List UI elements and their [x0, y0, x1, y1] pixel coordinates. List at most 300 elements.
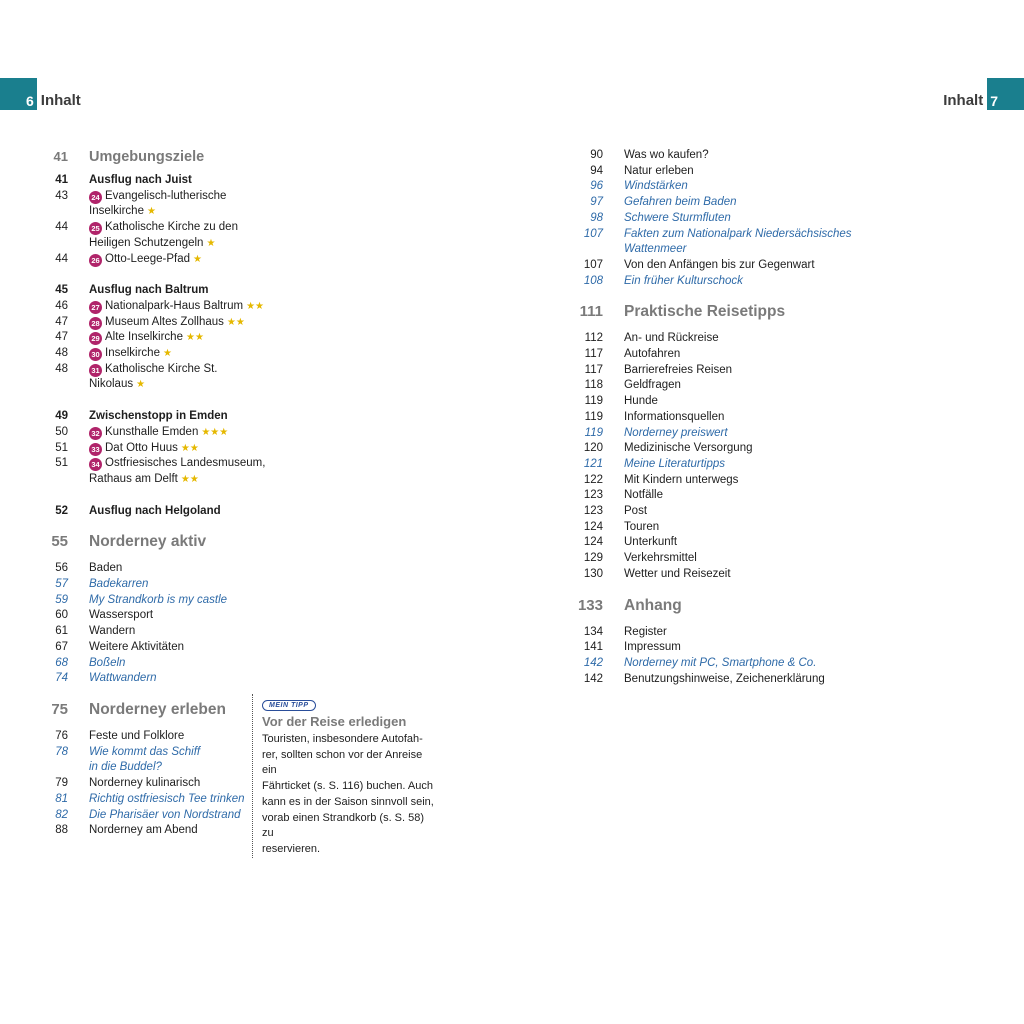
entry-text — [89, 441, 270, 457]
entry-page-number: 108 — [583, 274, 603, 287]
entry-page-number: 82 — [55, 808, 68, 821]
page-number-right: 7 — [987, 78, 1024, 110]
entry-label: Post — [624, 505, 648, 518]
entry-label: Kunsthalle Emden — [105, 425, 199, 438]
entry-label: Wandern — [89, 625, 136, 638]
entry-page-number: 117 — [584, 348, 603, 361]
toc-entry — [40, 299, 270, 315]
entry-label: Evangelisch-lutherische — [105, 189, 227, 202]
entry-text — [89, 624, 270, 640]
entry-label: Hunde — [624, 395, 658, 408]
entry-label: Ausflug nach Juist — [89, 174, 192, 186]
entry-page-number: 129 — [583, 552, 603, 565]
section-title: Norderney aktiv — [89, 533, 207, 551]
entry-text — [624, 394, 915, 410]
entry-text — [89, 236, 270, 252]
tip-line: kann es in der Saison sinnvoll sein, — [262, 795, 434, 808]
entry-label: Die Pharisäer von Nordstrand — [89, 808, 241, 821]
star-rating: ★ — [146, 206, 156, 218]
entry-page-number: 68 — [55, 656, 68, 669]
toc-entry — [575, 441, 915, 457]
entry-page-number: 121 — [583, 457, 603, 470]
page-number-left: 6 — [0, 78, 37, 110]
section-title: Umgebungsziele — [89, 149, 205, 165]
toc-entry — [575, 535, 915, 551]
entry-label: Windstärken — [624, 180, 688, 193]
entry-page-number: 96 — [590, 180, 603, 193]
entry-page-number: 123 — [583, 489, 603, 502]
section-page-number: 111 — [579, 303, 603, 321]
entry-page-number-empty — [40, 236, 89, 252]
entry-label: Impressum — [624, 641, 681, 654]
entry-page-number: 57 — [55, 578, 68, 591]
poi-number-badge: 26 — [89, 254, 102, 267]
entry-label: Norderney kulinarisch — [89, 777, 201, 790]
star-rating: ★★★ — [201, 426, 229, 438]
entry-page-number: 123 — [583, 505, 603, 518]
star-rating: ★ — [193, 253, 202, 265]
toc-entry — [40, 745, 270, 761]
entry-page-number: 44 — [55, 252, 68, 265]
entry-label: Norderney mit PC, Smartphone & Co. — [624, 656, 817, 669]
toc-entry — [575, 331, 915, 347]
section-heading — [40, 701, 270, 719]
entry-page-number: 130 — [583, 567, 603, 580]
entry-text — [624, 258, 915, 274]
toc-entry — [575, 195, 915, 211]
spacer — [40, 393, 270, 409]
toc-entry — [40, 577, 270, 593]
section-page-number: 55 — [51, 533, 68, 551]
entry-text — [89, 593, 270, 609]
toc-entry — [40, 425, 270, 441]
toc-entry — [575, 473, 915, 489]
entry-text — [624, 567, 915, 583]
mein-tipp-logo: MEIN TIPP — [262, 700, 316, 711]
tip-line: vorab einen Strandkorb (s. S. 58) zu — [262, 811, 425, 840]
entry-text — [624, 363, 915, 379]
entry-page-number: 60 — [55, 609, 68, 622]
toc-entry — [575, 567, 915, 583]
section-heading — [575, 303, 915, 321]
entry-page-number: 107 — [583, 258, 603, 271]
entry-text — [89, 220, 270, 236]
entry-text — [89, 504, 270, 520]
toc-entry — [40, 504, 270, 520]
entry-label: Dat Otto Huus — [105, 441, 178, 454]
entry-label: Mit Kindern unterwegs — [624, 473, 739, 486]
star-rating: ★ — [206, 237, 216, 249]
toc-entry — [575, 520, 915, 536]
entry-label: Meine Literaturtipps — [624, 457, 725, 470]
entry-page-number: 119 — [584, 410, 603, 423]
entry-label: Boßeln — [89, 656, 126, 669]
entry-label: Alte Inselkirche — [105, 331, 183, 344]
spacer — [40, 488, 270, 504]
entry-label: My Strandkorb is my castle — [89, 593, 228, 606]
entry-label: Inselkirche — [105, 347, 160, 360]
tip-line: Fährticket (s. S. 116) buchen. Auch — [262, 780, 433, 793]
toc-entry — [40, 656, 270, 672]
entry-label: Richtig ostfriesisch Tee trinken — [89, 792, 245, 805]
poi-number-badge: 31 — [89, 364, 102, 377]
entry-label: Feste und Folklore — [89, 729, 185, 742]
toc-entry-continuation — [40, 472, 270, 488]
entry-label: Norderney preiswert — [624, 426, 728, 439]
toc-entry-continuation — [40, 204, 270, 220]
entry-label: Katholische Kirche zu den — [105, 221, 238, 234]
entry-label: Badekarren — [89, 578, 149, 591]
entry-text — [624, 656, 915, 672]
entry-text — [89, 745, 270, 761]
entry-text — [624, 672, 915, 688]
entry-text — [89, 362, 270, 393]
entry-text — [624, 164, 915, 180]
entry-page-number: 76 — [55, 729, 68, 742]
toc-entry — [575, 640, 915, 656]
entry-page-number: 43 — [55, 189, 68, 202]
poi-number-badge: 30 — [89, 348, 102, 361]
entry-page-number: 52 — [55, 504, 68, 517]
entry-page-number: 44 — [55, 221, 68, 234]
toc-entry — [40, 608, 270, 624]
entry-label: Heiligen Schutzengeln — [89, 236, 204, 249]
entry-label: Notfälle — [624, 489, 663, 502]
entry-text — [624, 274, 915, 290]
section-heading — [40, 533, 270, 551]
entry-label: Schwere Sturmfluten — [624, 211, 731, 224]
entry-text — [89, 299, 270, 315]
toc-entry — [575, 488, 915, 504]
entry-label: Otto-Leege-Pfad — [105, 252, 191, 265]
entry-page-number: 122 — [583, 473, 603, 486]
toc-entry — [575, 672, 915, 688]
entry-text — [89, 456, 270, 472]
entry-label: Norderney am Abend — [89, 824, 198, 837]
entry-label: Unterkunft — [624, 536, 678, 549]
entry-page-number: 141 — [583, 641, 603, 654]
entry-text — [89, 577, 270, 593]
entry-text — [624, 426, 915, 442]
entry-text — [624, 179, 915, 195]
toc-entry — [575, 164, 915, 180]
toc-entry — [40, 640, 270, 656]
entry-label: Benutzungshinweise, Zeichenerklärung — [624, 672, 825, 685]
entry-text — [624, 195, 915, 211]
toc-right-column — [575, 148, 915, 687]
entry-label: Museum Altes Zollhaus — [105, 315, 224, 328]
poi-number-badge: 27 — [89, 301, 102, 314]
entry-page-number: 41 — [55, 174, 68, 186]
entry-label: Fakten zum Nationalpark Niedersächsisches Wattenmeer — [624, 227, 852, 256]
poi-number-badge: 33 — [89, 443, 102, 456]
entry-page-number: 79 — [55, 777, 68, 790]
poi-number-badge: 24 — [89, 191, 102, 204]
toc-entry — [40, 315, 270, 331]
entry-page-number: 120 — [583, 442, 603, 455]
entry-page-number: 59 — [55, 593, 68, 606]
toc-entry — [40, 346, 270, 362]
toc-entry-continuation — [40, 236, 270, 252]
entry-text — [89, 640, 270, 656]
entry-text — [624, 625, 915, 641]
entry-page-number: 119 — [584, 395, 603, 408]
toc-entry — [40, 671, 270, 687]
toc-entry — [40, 776, 270, 792]
entry-page-number: 51 — [55, 441, 68, 454]
toc-entry — [40, 362, 270, 393]
entry-text — [89, 608, 270, 624]
entry-page-number: 97 — [590, 196, 603, 209]
entry-page-number: 48 — [55, 347, 68, 360]
entry-page-number-empty — [40, 472, 89, 488]
entry-page-number: 107 — [583, 227, 603, 240]
entry-text — [89, 656, 270, 672]
star-rating: ★★ — [226, 316, 245, 328]
entry-text — [89, 173, 270, 189]
star-rating: ★★ — [180, 473, 199, 485]
entry-label: Verkehrsmittel — [624, 552, 697, 565]
entry-text — [89, 315, 270, 331]
entry-page-number: 45 — [55, 284, 68, 297]
entry-page-number: 49 — [55, 410, 68, 423]
entry-label: Was wo kaufen? — [624, 149, 709, 161]
entry-text — [89, 776, 270, 792]
entry-page-number-empty — [40, 204, 89, 220]
entry-page-number: 124 — [583, 520, 603, 533]
section-heading — [575, 597, 915, 615]
toc-entry — [575, 457, 915, 473]
entry-text — [624, 331, 915, 347]
toc-entry — [575, 179, 915, 195]
toc-entry — [40, 441, 270, 457]
entry-text — [89, 252, 270, 268]
entry-text — [624, 410, 915, 426]
entry-text — [89, 561, 270, 577]
star-rating: ★★ — [246, 300, 264, 312]
toc-entry — [40, 823, 270, 839]
star-rating: ★ — [136, 379, 146, 391]
toc-entry — [575, 347, 915, 363]
entry-page-number: 81 — [55, 792, 68, 805]
tip-box — [252, 694, 437, 858]
entry-page-number: 47 — [55, 315, 68, 328]
entry-label: Register — [624, 625, 667, 638]
section-page-number: 75 — [51, 700, 68, 718]
entry-page-number: 112 — [584, 332, 603, 345]
toc-entry — [575, 551, 915, 567]
entry-page-number: 117 — [584, 363, 603, 376]
tip-text — [262, 732, 437, 858]
entry-text — [624, 441, 915, 457]
tip-line: rer, sollten schon vor der Anreise ein — [262, 748, 423, 777]
page-title-right: Inhalt — [943, 92, 984, 109]
entry-page-number: 78 — [55, 745, 68, 758]
entry-page-number: 61 — [55, 625, 68, 638]
entry-label: in die Buddel? — [89, 761, 162, 774]
toc-entry — [40, 409, 270, 425]
entry-text — [89, 808, 270, 824]
star-rating: ★★ — [180, 442, 199, 454]
toc-entry — [40, 593, 270, 609]
star-rating: ★ — [162, 348, 172, 360]
toc-entry — [40, 173, 270, 189]
entry-label: Katholische Kirche St. Nikolaus — [89, 362, 218, 391]
toc-entry — [575, 625, 915, 641]
entry-page-number: 50 — [55, 425, 68, 438]
entry-text — [624, 473, 915, 489]
toc-entry — [575, 410, 915, 426]
tip-line: Touristen, insbesondere Autofah- — [262, 733, 423, 745]
toc-entry — [575, 426, 915, 442]
toc-left-column — [40, 148, 270, 839]
entry-page-number: 88 — [55, 824, 68, 837]
toc-entry — [575, 148, 915, 164]
entry-text — [89, 346, 270, 362]
poi-number-badge: 28 — [89, 317, 102, 330]
poi-number-badge: 32 — [89, 427, 102, 440]
entry-label: Von den Anfängen bis zur Gegenwart — [624, 258, 815, 271]
entry-text — [624, 211, 915, 227]
toc-entry — [575, 274, 915, 290]
toc-entry — [40, 189, 270, 205]
entry-page-number: 46 — [55, 299, 68, 312]
toc-entry — [575, 394, 915, 410]
entry-label: Weitere Aktivitäten — [89, 640, 185, 653]
entry-page-number: 47 — [55, 331, 68, 344]
entry-page-number: 119 — [584, 426, 603, 439]
entry-text — [624, 488, 915, 504]
page-title-left: Inhalt — [40, 92, 81, 109]
entry-page-number: 142 — [583, 672, 603, 685]
entry-label: Inselkirche — [89, 205, 144, 218]
toc-entry — [575, 656, 915, 672]
entry-text — [624, 535, 915, 551]
entry-label: Natur erleben — [624, 164, 694, 177]
poi-number-badge: 34 — [89, 458, 102, 471]
entry-label: Autofahren — [624, 348, 681, 361]
page-header-right — [939, 78, 1024, 110]
entry-text — [624, 520, 915, 536]
entry-text — [89, 425, 270, 441]
entry-text — [89, 330, 270, 346]
entry-page-number: 98 — [590, 211, 603, 224]
entry-label: Wassersport — [89, 609, 154, 622]
entry-page-number: 134 — [583, 625, 603, 638]
entry-text — [89, 283, 270, 299]
toc-entry — [40, 624, 270, 640]
toc-entry — [575, 363, 915, 379]
entry-label: Medizinische Versorgung — [624, 442, 753, 455]
toc-entry — [40, 456, 270, 472]
entry-label: Baden — [89, 562, 123, 575]
section-heading — [40, 148, 270, 166]
entry-text — [624, 347, 915, 363]
toc-entry-continuation — [40, 760, 270, 776]
entry-text — [89, 204, 270, 220]
toc-entry — [40, 283, 270, 299]
entry-text — [89, 792, 270, 808]
entry-page-number: 74 — [55, 672, 68, 685]
toc-entry — [40, 808, 270, 824]
entry-page-number: 118 — [584, 379, 603, 392]
tip-line: reservieren. — [262, 842, 321, 855]
toc-entry — [40, 561, 270, 577]
section-page-number: 41 — [53, 149, 68, 164]
entry-text — [89, 729, 270, 745]
toc-entry — [575, 211, 915, 227]
entry-text — [624, 378, 915, 394]
entry-label: Wetter und Reisezeit — [624, 567, 731, 580]
entry-page-number: 48 — [55, 362, 68, 375]
entry-label: Gefahren beim Baden — [624, 196, 737, 209]
entry-text — [624, 148, 915, 164]
entry-label: Geldfragen — [624, 379, 681, 392]
entry-text — [624, 457, 915, 473]
entry-page-number: 56 — [55, 562, 68, 575]
entry-text — [89, 189, 270, 205]
entry-label: Ein früher Kulturschock — [624, 274, 743, 287]
poi-number-badge: 25 — [89, 222, 102, 235]
entry-label: Ostfriesisches Landesmuseum, — [105, 457, 266, 470]
entry-text — [624, 227, 915, 258]
entry-page-number: 142 — [583, 656, 603, 669]
toc-entry — [575, 258, 915, 274]
entry-label: Wattwandern — [89, 672, 157, 685]
entry-text — [89, 760, 270, 776]
entry-text — [89, 823, 270, 839]
entry-text — [89, 409, 270, 425]
section-title: Anhang — [624, 596, 682, 614]
entry-page-number: 67 — [55, 640, 68, 653]
entry-text — [89, 472, 270, 488]
toc-entry — [40, 729, 270, 745]
entry-label: Wie kommt das Schiff — [89, 745, 201, 758]
entry-label: An- und Rückreise — [624, 332, 719, 345]
entry-label: Ausflug nach Baltrum — [89, 284, 209, 297]
entry-label: Zwischenstopp in Emden — [89, 410, 228, 423]
entry-page-number: 124 — [583, 536, 603, 549]
toc-entry — [40, 330, 270, 346]
poi-number-badge: 29 — [89, 332, 102, 345]
page-header-left — [0, 78, 85, 110]
toc-entry — [575, 227, 915, 258]
entry-text — [624, 551, 915, 567]
tip-heading: Vor der Reise erledigen — [262, 714, 407, 729]
entry-text — [624, 504, 915, 520]
entry-label: Touren — [624, 520, 660, 533]
entry-label: Informationsquellen — [624, 410, 725, 423]
entry-label: Barrierefreies Reisen — [624, 363, 733, 376]
entry-text — [624, 640, 915, 656]
star-rating: ★★ — [185, 332, 204, 344]
toc-entry — [40, 220, 270, 236]
toc-entry — [575, 378, 915, 394]
entry-label: Ausflug nach Helgoland — [89, 504, 221, 517]
toc-entry — [40, 252, 270, 268]
entry-page-number: 51 — [55, 457, 68, 470]
toc-entry — [575, 504, 915, 520]
entry-page-number-empty — [40, 760, 89, 776]
spacer — [40, 267, 270, 283]
section-title: Praktische Reisetipps — [624, 303, 786, 321]
entry-page-number: 90 — [590, 149, 603, 161]
section-title: Norderney erleben — [89, 700, 226, 718]
entry-label: Nationalpark-Haus Baltrum — [105, 299, 244, 312]
entry-label: Rathaus am Delft — [89, 472, 178, 485]
entry-text — [89, 671, 270, 687]
section-page-number: 133 — [577, 596, 603, 614]
